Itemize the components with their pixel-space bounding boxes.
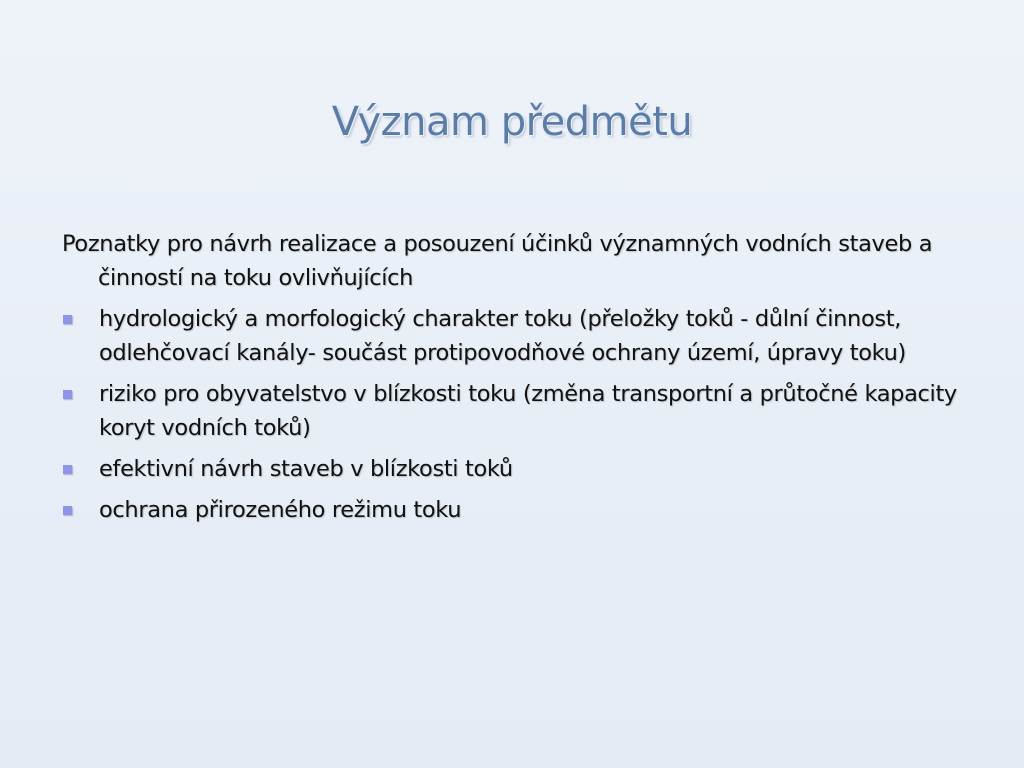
bullet-item	[62, 452, 982, 486]
bullet-item	[62, 377, 982, 445]
bullet-item	[62, 493, 982, 527]
bullet-list	[62, 302, 982, 527]
bullet-text: ochrana přirozeného režimu toku	[99, 497, 462, 523]
square-bullet-icon	[63, 465, 72, 474]
bullet-text: riziko pro obyvatelstvo v blízkosti toku (změna transportní a průtočné kapacity koryt vodních toků)	[99, 381, 957, 441]
square-bullet-icon	[63, 506, 72, 515]
intro-paragraph: Poznatky pro návrh realizace a posouzení účinků významných vodních staveb a činností na toku ovlivňujících	[62, 231, 933, 291]
slide-content	[62, 227, 982, 527]
square-bullet-icon	[63, 315, 72, 324]
square-bullet-icon	[63, 390, 72, 399]
bullet-text: efektivní návrh staveb v blízkosti toků	[99, 456, 513, 482]
bullet-text: hydrologický a morfologický charakter toku (přeložky toků - důlní činnost, odlehčovací kanály- součást protipovodňové ochrany území, úpravy toku)	[99, 306, 906, 366]
bullet-item	[62, 302, 982, 370]
slide-title: Význam předmětu	[331, 99, 693, 145]
